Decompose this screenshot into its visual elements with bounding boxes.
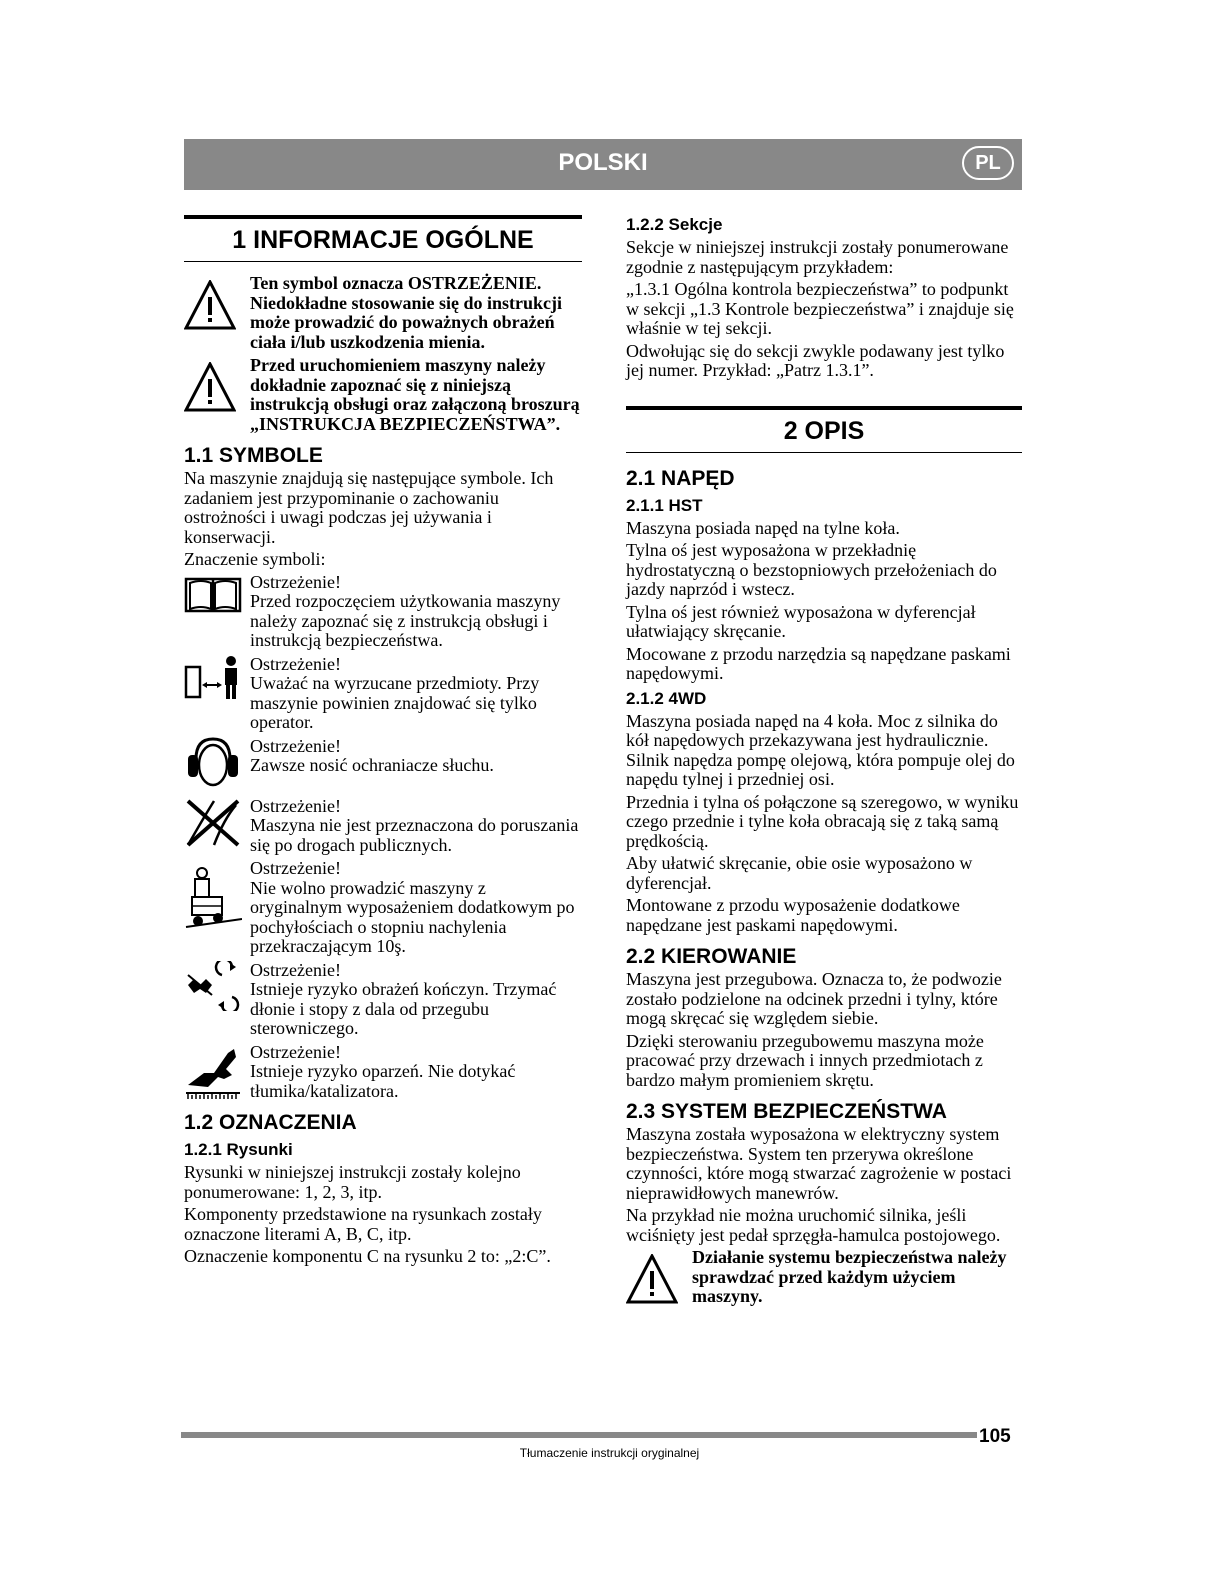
symbol-item (184, 737, 582, 789)
paragraph: „1.3.1 Ogólna kontrola bezpieczeństwa” to podpunkt w sekcji „1.3 Kontrole bezpieczeństwa” i znajduje się właśnie w tej sekcji. (626, 279, 1014, 338)
paragraph: Maszyna została wyposażona w elektryczny system bezpieczeństwa. System ten przerywa określone czynności, które mogą stwarzać zagrożenie w postaci nieprawidłowych manewrów. (626, 1124, 1012, 1203)
paragraph: Maszyna jest przegubowa. Oznacza to, że podwozie zostało podzielone na odcinek przedni i tylny, które mogą skręcać się względem siebie. (626, 969, 1002, 1028)
symbol-item (184, 1043, 582, 1102)
symbol-description: Istnieje ryzyko obrażeń kończyn. Trzymać dłonie i stopy z dala od przegubu sterowniczego. (250, 979, 557, 1038)
no-public-roads-icon (184, 797, 242, 847)
section-heading: 2.3 SYSTEM BEZPIECZEŃSTWA (626, 1100, 947, 1123)
crush-hazard-icon (184, 961, 242, 1011)
footer-note: Tłumaczenie instrukcji oryginalnej (519, 1446, 700, 1460)
symbol-item (184, 573, 582, 651)
paragraph: Oznaczenie komponentu C na rysunku 2 to: „2:C”. (184, 1246, 551, 1266)
paragraph: Znaczenie symboli: (184, 549, 326, 569)
hot-surface-icon (184, 1043, 242, 1099)
slope-limit-icon (184, 863, 242, 931)
warning-block (626, 1248, 1022, 1307)
chapter-title-2: 2 OPIS (626, 406, 1022, 453)
paragraph: Maszyna posiada napęd na 4 koła. Moc z silnika do kół napędowych przekazywana jest hydraulicznie. Silnik napędza pompę olejową, która pompuje olej do napędu tylnej i przedniej osi. (626, 710, 1015, 789)
paragraph: Tylna oś jest wyposażona w przekładnię hydrostatyczną o bezstopniowych przełożeniach do jazdy naprzód i wstecz. (626, 540, 997, 599)
symbol-title: Ostrzeżenie! (250, 795, 341, 816)
warning-triangle-icon (184, 362, 236, 414)
language-badge: PL (962, 146, 1014, 180)
paragraph: Rysunki w niniejszej instrukcji zostały kolejno ponumerowane: 1, 2, 3, itp. (184, 1162, 521, 1202)
warning-block (184, 356, 582, 434)
symbol-title: Ostrzeżenie! (250, 959, 341, 980)
paragraph: Mocowane z przodu narzędzia są napędzane paskami napędowymi. (626, 643, 1011, 683)
right-column (626, 215, 1022, 1311)
warning-text: Ten symbol oznacza OSTRZEŻENIE. Niedokładne stosowanie się do instrukcji może prowadzić do poważnych obrażeń ciała i/lub uszkodzenia mienia. (250, 273, 563, 352)
symbol-title: Ostrzeżenie! (250, 653, 341, 674)
symbol-item (184, 859, 582, 957)
symbol-description: Maszyna nie jest przeznaczona do poruszania się po drogach publicznych. (250, 815, 579, 855)
symbol-item (184, 655, 582, 733)
paragraph: Komponenty przedstawione na rysunkach zostały oznaczone literami A, B, C, itp. (184, 1204, 542, 1244)
chapter-title-1: 1 INFORMACJE OGÓLNE (184, 215, 582, 262)
paragraph: Na maszynie znajdują się następujące symbole. Ich zadaniem jest przypominanie o zachowaniu ostrożności i uwagi podczas jej używania i konserwacji. (184, 468, 554, 547)
paragraph: Odwołując się do sekcji zwykle podawany jest tylko jej numer. Przykład: „Patrz 1.3.1”. (626, 340, 1005, 380)
paragraph: Dzięki sterowaniu przegubowemu maszyna może pracować przy drzewach i innych przedmiotach z bardzo małym promieniem skrętu. (626, 1030, 984, 1090)
symbol-title: Ostrzeżenie! (250, 735, 341, 756)
paragraph: Przednia i tylna oś połączone są szeregowo, w wyniku czego przednie i tylne koła obracają się z taką samą prędkością. (626, 791, 1019, 851)
language-title: POLSKI (558, 149, 648, 176)
page-number: 105 (979, 1426, 1011, 1447)
left-column (184, 215, 582, 1270)
language-header-band (184, 139, 1022, 190)
section-heading: 1.2 OZNACZENIA (184, 1111, 357, 1134)
symbol-item (184, 797, 582, 856)
subsection-heading: 2.1.1 HST (626, 495, 703, 515)
symbol-description: Przed rozpoczęciem użytkowania maszyny należy zapoznać się z instrukcją obsługi i instrukcją bezpieczeństwa. (250, 591, 561, 650)
paragraph: Maszyna posiada napęd na tylne koła. (626, 517, 900, 538)
paragraph: Tylna oś jest również wyposażona w dyferencjał ułatwiający skręcanie. (626, 601, 976, 641)
subsection-heading: 1.2.1 Rysunki (184, 1140, 293, 1159)
section-heading: 2.1 NAPĘD (626, 466, 735, 490)
section-heading: 2.2 KIEROWANIE (626, 945, 797, 968)
paragraph: Montowane z przodu wyposażenie dodatkowe napędzane jest paskami napędowymi. (626, 895, 960, 935)
warning-triangle-icon (626, 1254, 678, 1306)
symbol-description: Istnieje ryzyko oparzeń. Nie dotykać tłumika/katalizatora. (250, 1061, 516, 1101)
section-heading: 1.1 SYMBOLE (184, 444, 323, 467)
subsection-heading: 2.1.2 4WD (626, 688, 707, 708)
symbol-title: Ostrzeżenie! (250, 858, 341, 878)
warning-block (184, 274, 582, 352)
warning-text: Przed uruchomieniem maszyny należy dokładnie zapoznać się z niniejszą instrukcją obsługi oraz załączoną broszurą „INSTRUKCJA BEZPIECZEŃSTWA”. (250, 355, 580, 434)
symbol-title: Ostrzeżenie! (250, 571, 341, 592)
symbol-title: Ostrzeżenie! (250, 1041, 341, 1062)
manual-book-icon (184, 573, 242, 615)
symbol-description: Uważać na wyrzucane przedmioty. Przy maszynie powinien znajdować się tylko operator. (250, 673, 540, 732)
symbol-item (184, 961, 582, 1039)
bystander-distance-icon (184, 655, 242, 701)
symbol-description: Nie wolno prowadzić maszyny z oryginalnym wyposażeniem dodatkowym po pochyłościach o stopniu nachylenia przekraczającym 10ş. (250, 877, 575, 956)
paragraph: Na przykład nie można uruchomić silnika, jeśli wciśnięty jest pedał sprzęgła-hamulca postojowego. (626, 1205, 1001, 1245)
footer-rule (181, 1432, 977, 1438)
paragraph: Aby ułatwić skręcanie, obie osie wyposażono w dyferencjał. (626, 853, 973, 893)
warning-triangle-icon (184, 280, 236, 332)
ear-protection-icon (184, 737, 242, 789)
paragraph: Sekcje w niniejszej instrukcji zostały ponumerowane zgodnie z następującym przykładem: (626, 237, 1009, 277)
warning-text: Działanie systemu bezpieczeństwa należy sprawdzać przed każdym użyciem maszyny. (692, 1247, 1007, 1306)
subsection-heading: 1.2.2 Sekcje (626, 215, 723, 234)
symbol-description: Zawsze nosić ochraniacze słuchu. (250, 755, 494, 775)
